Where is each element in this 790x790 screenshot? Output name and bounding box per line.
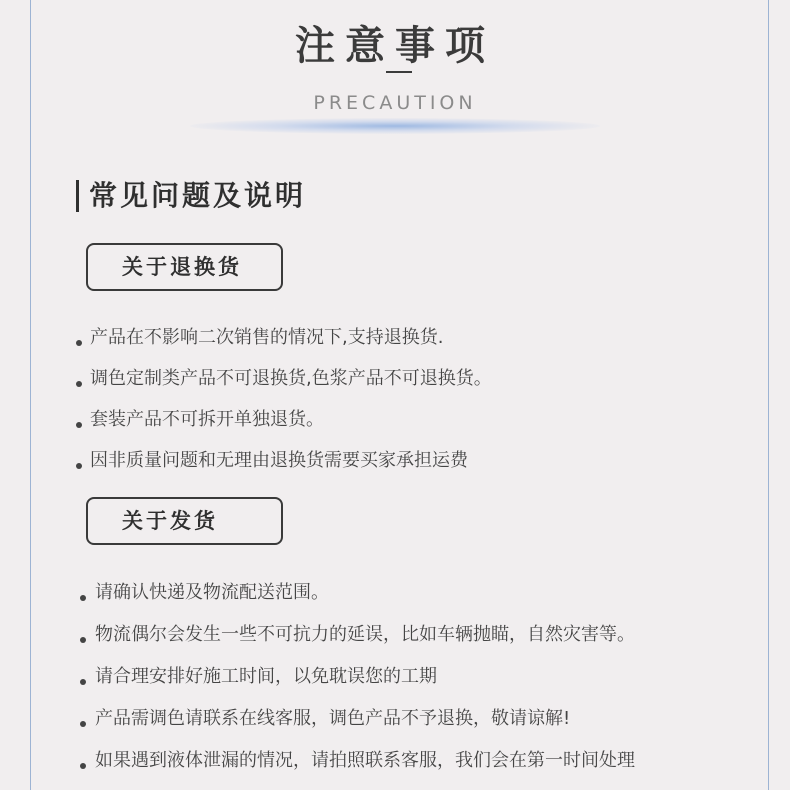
returns-label-box: 关于退换货: [86, 243, 283, 291]
list-item: 产品在不影响二次销售的情况下,支持退换货.: [90, 322, 492, 363]
section-heading: 常见问题及说明: [76, 180, 306, 212]
list-item: 套装产品不可拆开单独退货。: [90, 404, 492, 445]
page-subtitle: PRECAUTION: [313, 92, 477, 114]
right-border-line: [768, 0, 769, 790]
list-item: 请确认快递及物流配送范围。: [95, 577, 635, 619]
decorative-glow: [190, 118, 600, 134]
returns-list: [90, 322, 492, 486]
shipping-list: [95, 577, 635, 787]
list-item: 因非质量问题和无理由退换货需要买家承担运费: [90, 445, 492, 486]
page-title: 注意事项: [295, 23, 495, 69]
shipping-label-box: 关于发货: [86, 497, 283, 545]
list-item: 调色定制类产品不可退换货,色浆产品不可退换货。: [90, 363, 492, 404]
list-item: 请合理安排好施工时间，以免耽误您的工期: [95, 661, 635, 703]
list-item: 如果遇到液体泄漏的情况，请拍照联系客服，我们会在第一时间处理: [95, 745, 635, 787]
title-underline: [386, 71, 412, 73]
list-item: 物流偶尔会发生一些不可抗力的延误，比如车辆抛瞄，自然灾害等。: [95, 619, 635, 661]
list-item: 产品需调色请联系在线客服，调色产品不予退换，敬请谅解!: [95, 703, 635, 745]
left-border-line: [30, 0, 31, 790]
